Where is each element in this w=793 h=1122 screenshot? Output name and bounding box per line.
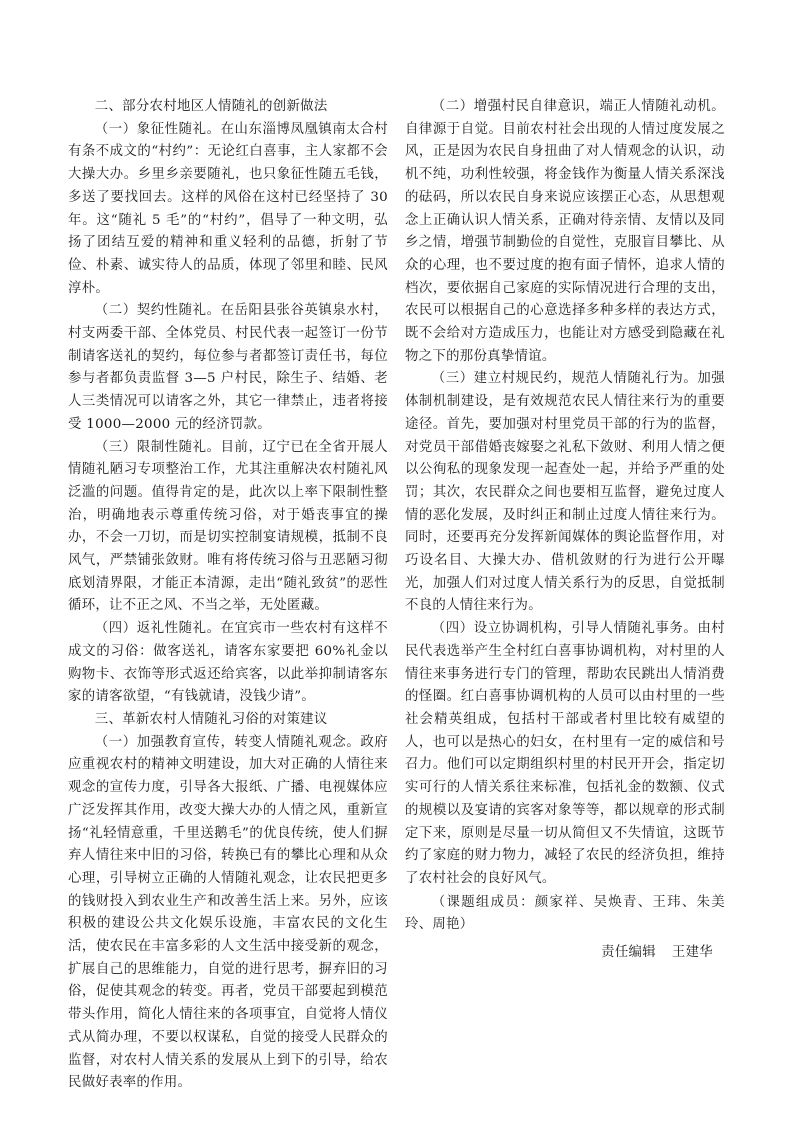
section-heading-3: 三、革新农村人情随礼习俗的对策建议 (94, 711, 328, 727)
paragraph-self-discipline: （二）增强村民自律意识，端正人情随礼动机。自律源于自觉。目前农村社会出现的人情过度发展之风，正是因为农民自身扭曲了对人情观念的认识，动机不纯，功利性较强，将金钱作为衡量人情关系深浅的砝码，所以农民自身来说应该摆正心态，从思想观念上正确认识人情关系，正确对待亲情、友情以及同乡之情，增强节制勤俭的自觉性，克服盲目攀比、从众的心理，也不要过度的抱有面子情怀，追求人情的档次，要依据自己家庭的实际情况进行合理的支出，农民可以根据自己的心意选择多种多样的表达方式，既不会给对方造成压力，也能让对方感受到隐藏在礼物之下的那份真挚情谊。 (405, 99, 725, 364)
left-column (68, 96, 388, 1095)
paragraph-symbolic-gift: （一）象征性随礼。在山东淄博凤凰镇南太合村有条不成文的“村约”：无论红白喜事，主人家都不会大操大办。乡里乡亲要随礼，也只象征性随五毛钱，多送了要找回去。这样的风俗在这村已经坚持了 30 年。这“随礼 5 毛”的“村约”，倡导了一种文明，弘扬了团结互爱的精神和重义轻利的品德，折射了节俭、朴素、诚实待人的品质，体现了邻里和睦、民风淳朴。 (68, 121, 388, 296)
research-group-credits: （课题组成员：颜家祥、吴焕青、王玮、朱美玲、周艳） (405, 894, 725, 933)
right-column (405, 96, 725, 965)
paragraph-restrictive-gift: （三）限制性随礼。目前，辽宁已在全省开展人情随礼陋习专项整治工作，尤其注重解决农村随礼风泛滥的问题。值得肯定的是，此次以上率下限制性整治，明确地表示尊重传统习俗，对于婚丧事宜的操办，不会一刀切，而是切实控制宴请规模，抵制不良风气，严禁铺张敛财。唯有将传统习俗与丑恶陋习彻底划清界限，才能正本清源，走出“随礼致贫”的恶性循环，让不正之风、不当之举，无处匿藏。 (68, 439, 388, 614)
paragraph-contract-gift: （二）契约性随礼。在岳阳县张谷英镇泉水村，村支两委干部、全体党员、村民代表一起签订一份节制请客送礼的契约，每位参与者都签订责任书，每位参与者都负责监督 3—5 户村民，除生子、结婚、老人三类情况可以请客之外，其它一律禁止，违者将接受 1000—2000 元的经济罚款。 (68, 303, 388, 432)
editor-label: 责任编辑 (601, 945, 656, 961)
responsible-editor (405, 942, 725, 965)
paragraph-education: （一）加强教育宣传，转变人情随礼观念。政府应重视农村的精神文明建设，加大对正确的人情往来观念的宣传力度，引导各大报纸、广播、电视媒体应广泛发挥其作用，改变大操大办的人情之风，重新宣扬“礼轻情意重，千里送鹅毛”的优良传统，使人们摒弃人情往来中旧的习俗，转换已有的攀比心理和从众心理，引导树立正确的人情随礼观念，让农民把更多的钱财投入到农业生产和改善生活上来。另外，应该积极的建设公共文化娱乐设施，丰富农民的文化生活，使农民在丰富多彩的人文生活中接受新的观念，扩展自己的思维能力，自觉的进行思考，摒弃旧的习俗，促使其观念的转变。再者，党员干部要起到模范带头作用，简化人情往来的各项事宜，自觉将人情仪式从简办理，不要以权谋私，自觉的接受人民群众的监督，对农村人情关系的发展从上到下的引导，给农民做好表率的作用。 (68, 734, 388, 1091)
editor-name: 王建华 (671, 945, 713, 961)
paragraph-coordination: （四）设立协调机构，引导人情随礼事务。由村民代表选举产生全村红白喜事协调机构，对村里的人情往来事务进行专门的管理，帮助农民跳出人情消费的怪圈。红白喜事协调机构的人员可以由村里的一些社会精英组成，包括村干部或者村里比较有威望的人，也可以是热心的妇女，在村里有一定的威信和号召力。他们可以定期组织村里的村民开开会，指定切实可行的人情关系往来标准，包括礼金的数额、仪式的规模以及宴请的宾客对象等等，都以规章的形式制定下来，原则是尽量一切从简但又不失情谊，这既节约了家庭的财力物力，减轻了农民的经济负担，维持了农村社会的良好风气。 (405, 621, 725, 886)
paragraph-return-gift: （四）返礼性随礼。在宜宾市一些农村有这样不成文的习俗：做客送礼，请客东家要把 60%礼金以购物卡、衣饰等形式返还给宾客，以此举抑制请客东家的请客欲望，“有钱就请，没钱少请”。 (68, 621, 388, 705)
section-heading-2: 二、部分农村地区人情随礼的创新做法 (94, 99, 328, 114)
paragraph-village-rules: （三）建立村规民约，规范人情随礼行为。加强体制机制建设，是有效规范农民人情往来行为的重要途径。首先，要加强对村里党员干部的行为的监督，对党员干部借婚丧嫁娶之礼私下敛财、利用人情之便以公徇私的现象发现一起查处一起，并给予严重的处罚；其次，农民群众之间也要相互监督，避免过度人情的恶化发展，及时纠正和制止过度人情往来行为。同时，还要再充分发挥新闻媒体的舆论监督作用，对巧设名目、大操大办、借机敛财的行为进行公开曝光，加强人们对过度人情关系行为的反思，自觉抵制不良的人情往来行为。 (405, 371, 725, 614)
